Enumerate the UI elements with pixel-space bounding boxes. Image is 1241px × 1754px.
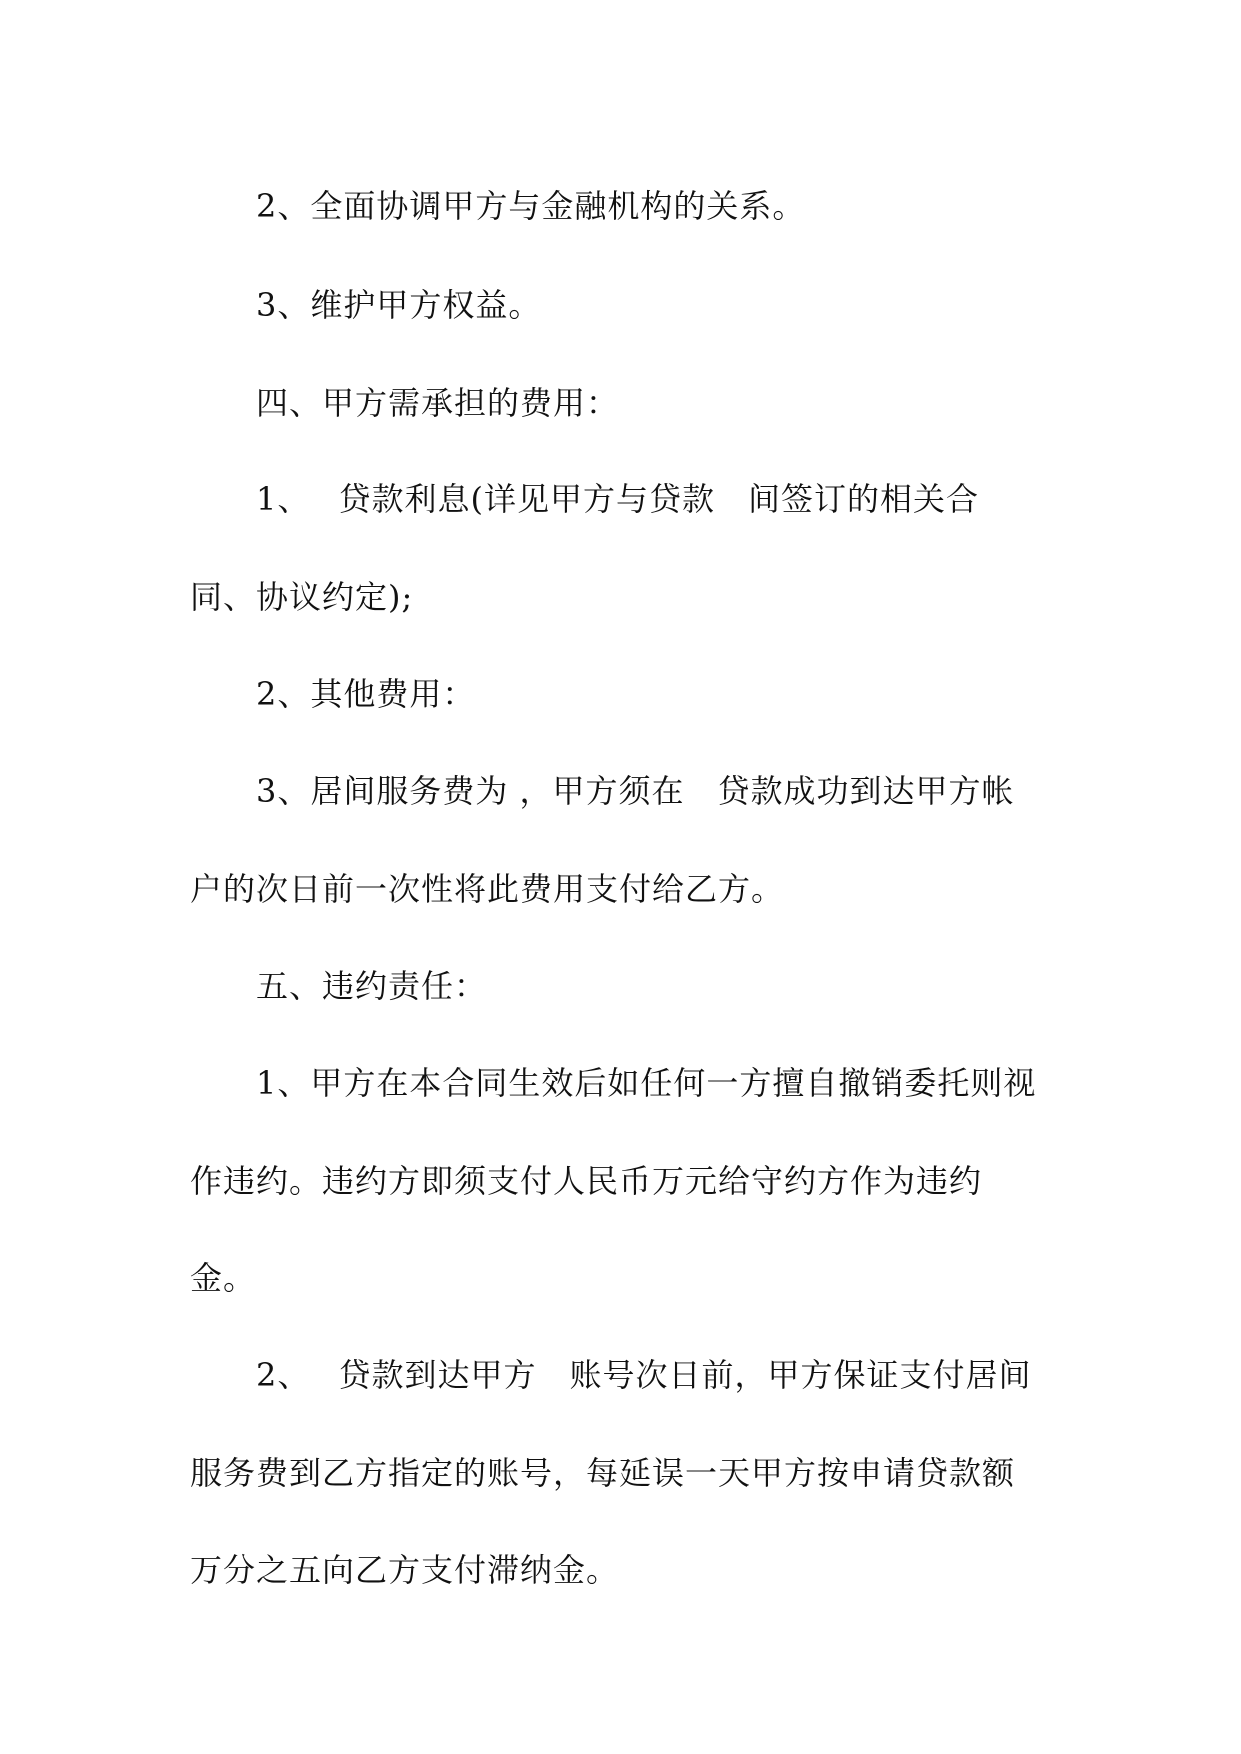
paragraph-line: 3、居间服务费为 ，甲方须在 贷款成功到达甲方帐 — [256, 772, 1015, 810]
paragraph-line: 2、全面协调甲方与金融机构的关系。 — [256, 187, 806, 225]
paragraph-line: 同、协议约定); — [190, 578, 414, 616]
paragraph-line: 作违约。违约方即须支付人民币万元给守约方作为违约 — [190, 1162, 983, 1200]
paragraph-line: 服务费到乙方指定的账号，每延误一天甲方按申请贷款额 — [190, 1454, 1016, 1492]
paragraph-line: 3、维护甲方权益。 — [256, 286, 542, 324]
paragraph-line: 万分之五向乙方支付滞纳金。 — [190, 1551, 620, 1589]
paragraph-line: 2、其他费用： — [256, 675, 476, 713]
paragraph-line: 1、 贷款利息(详见甲方与贷款 间签订的相关合 — [256, 480, 980, 518]
section-heading: 四、甲方需承担的费用： — [256, 384, 620, 422]
paragraph-line: 户的次日前一次性将此费用支付给乙方。 — [190, 870, 785, 908]
paragraph-line: 2、 贷款到达甲方 账号次日前，甲方保证支付居间 — [256, 1356, 1032, 1394]
section-heading: 五、违约责任： — [256, 967, 488, 1005]
paragraph-line: 金。 — [190, 1259, 257, 1297]
paragraph-line: 1、甲方在本合同生效后如任何一方擅自撤销委托则视 — [256, 1064, 1037, 1102]
